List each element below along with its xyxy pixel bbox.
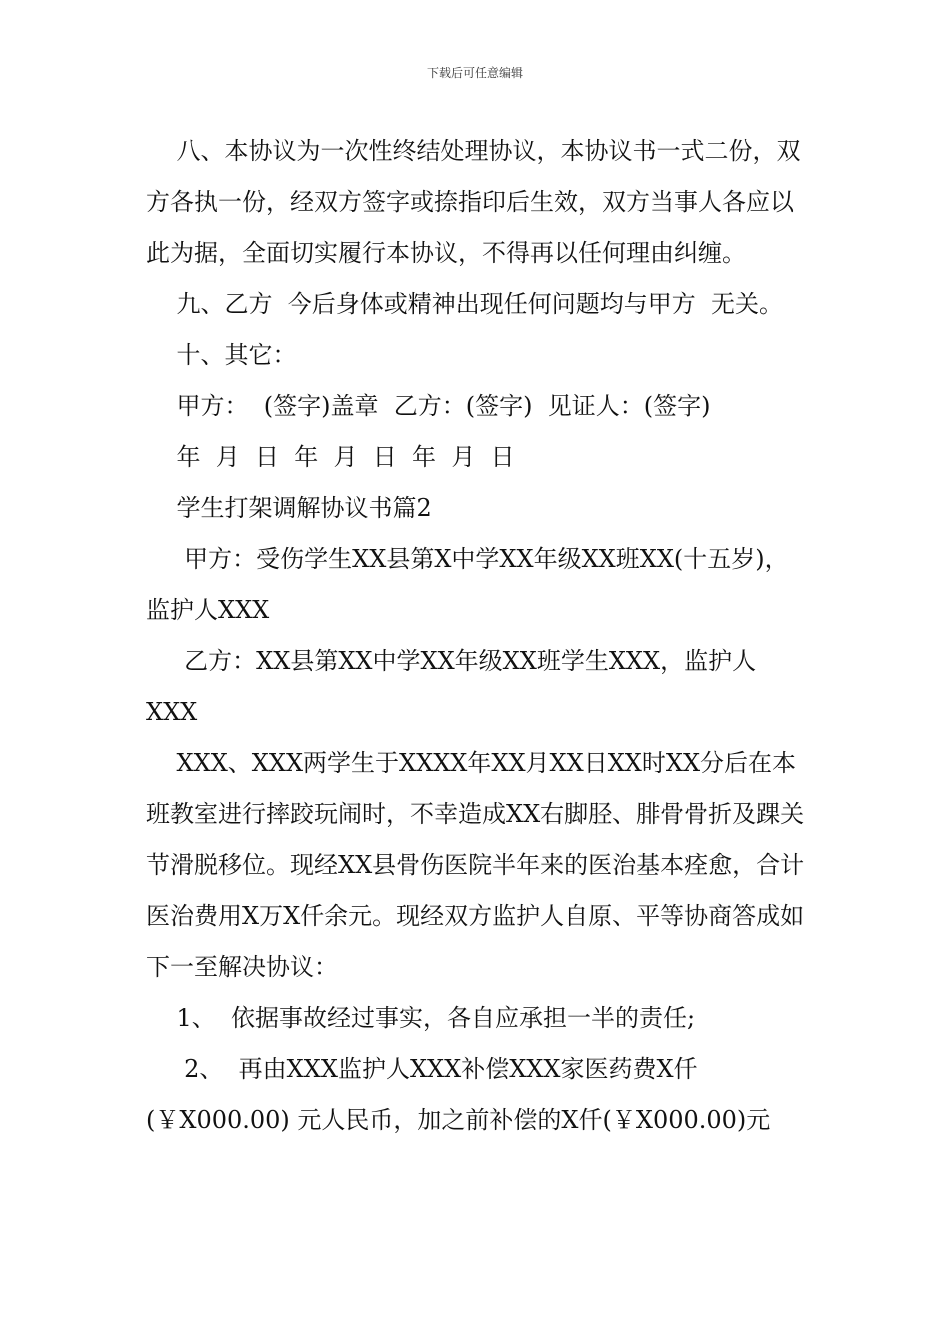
document-body xyxy=(146,126,806,1146)
paragraph-clause-10: 十、其它： xyxy=(146,341,297,369)
clause-2: 2、 再由XXX监护人XXX补偿XXX家医药费X仟(￥X000.00) 元人民币，加之前补偿的X仟(￥X000.00)元 xyxy=(146,1055,771,1134)
clause-1: 1、 依据事故经过事实，各自应承担一半的责任; xyxy=(146,1004,696,1032)
incident-description: XXX、XXX两学生于XXXX年XX月XX日XX时XX分后在本班教室进行摔跤玩闹时，不幸造成XX右脚胫、腓骨骨折及踝关节滑脱移位。现经XX县骨伤医院半年来的医治基本痊愈，合计医治费用X万X仟余元。现经双方监护人自原、平等协商答成如下一至解决协议： xyxy=(146,749,805,981)
party-a: 甲方：受伤学生XX县第X中学XX年级XX班XX(十五岁)，监护人XXX xyxy=(146,545,789,624)
paragraph-clause-9: 九、乙方 今后身体或精神出现任何问题均与甲方 无关。 xyxy=(146,290,784,318)
party-b: 乙方：XX县第XX中学XX年级XX班学生XXX，监护人XXX xyxy=(146,647,757,726)
section-title: 学生打架调解协议书篇2 xyxy=(146,494,432,522)
paragraph-clause-8: 八、本协议为一次性终结处理协议，本协议书一式二份，双方各执一份，经双方签字或捺指印后生效，双方当事人各应以此为据，全面切实履行本协议，不得再以任何理由纠缠。 xyxy=(146,137,801,267)
page-header: 下载后可任意编辑 xyxy=(426,66,523,80)
date-line: 年 月 日 年 月 日 年 月 日 xyxy=(146,443,515,471)
signature-line: 甲方： (签字)盖章 乙方：(签字) 见证人：(签字) xyxy=(146,392,711,420)
